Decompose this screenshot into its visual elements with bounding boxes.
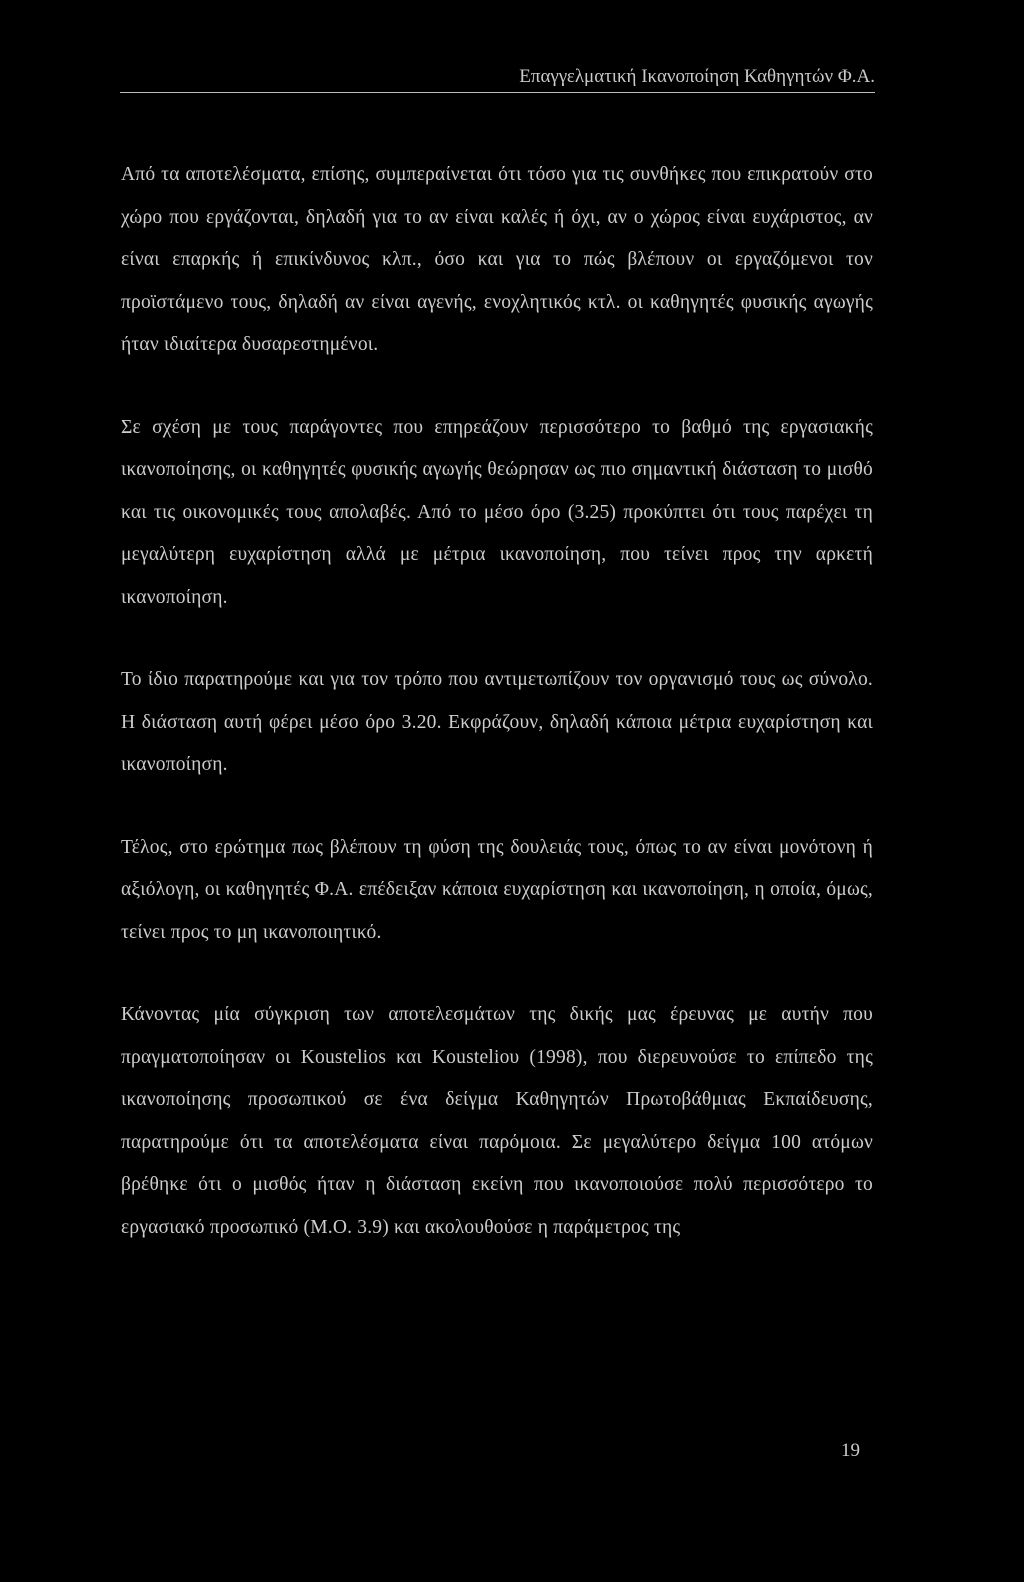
paragraph-gap: [121, 619, 873, 659]
paragraph-4: Τέλος, στο ερώτημα πως βλέπουν τη φύση της δουλειάς τους, όπως το αν είναι μονότονη ή αξιόλογη, οι καθηγητές Φ.Α. επέδειξαν κάποια ευχαρίστηση και ικανοποίηση, η οποία, όμως, τείνει προς το μη ικανοποιητικό.: [121, 836, 873, 943]
paragraph-gap: [121, 787, 873, 827]
paragraph-5: Κάνοντας μία σύγκριση των αποτελεσμάτων της δικής μας έρευνας με αυτήν που πραγματοποίησαν οι Koustelios και Koustelioυ (1998), που διερευνούσε το επίπεδο της ικανοποίησης προσωπικού σε ένα δείγμα Καθηγητών Πρωτοβάθμιας Εκπαίδευσης, παρατηρούμε ότι τα αποτελέσματα είναι παρόμοια. Σε μεγαλύτερο δείγμα 100 ατόμων βρέθηκε ότι ο μισθός ήταν η διάσταση εκείνη που ικανοποιούσε πολύ περισσότερο το εργασιακό προσωπικό (Μ.Ο. 3.9) και ακολουθούσε η παράμετρος της: [121, 1004, 873, 1238]
page-number: 19: [841, 1440, 860, 1461]
paragraph-3: Το ίδιο παρατηρούμε και για τον τρόπο που αντιμετωπίζουν τον οργανισμό τους ως σύνολο. Η διάσταση αυτή φέρει μέσο όρο 3.20. Εκφράζουν, δηλαδή κάποια μέτρια ευχαρίστηση και ικανοποίηση.: [121, 669, 873, 775]
paragraph-1: Από τα αποτελέσματα, επίσης, συμπεραίνεται ότι τόσο για τις συνθήκες που επικρατούν στο χώρο που εργάζονται, δηλαδή για το αν είναι καλές ή όχι, αν ο χώρος είναι ευχάριστος, αν είναι επαρκής ή επικίνδυνος κλπ., όσο και για το πώς βλέπουν οι εργαζόμενοι τον προϊστάμενο τους, δηλαδή αν είναι αγενής, ενοχλητικός κτλ. οι καθηγητές φυσικής αγωγής ήταν ιδιαίτερα δυσαρεστημένοι.: [121, 164, 873, 355]
header-rule: [120, 92, 875, 93]
body-text: [121, 154, 873, 1249]
paragraph-gap: [121, 367, 873, 407]
paragraph-gap: [121, 954, 873, 994]
running-header: Επαγγελματική Ικανοποίηση Καθηγητών Φ.Α.: [519, 66, 875, 87]
paragraph-2: Σε σχέση με τους παράγοντες που επηρεάζουν περισσότερο το βαθμό της εργασιακής ικανοποίησης, οι καθηγητές φυσικής αγωγής θεώρησαν ως πιο σημαντική διάσταση το μισθό και τις οικονομικές τους απολαβές. Από το μέσο όρο (3.25) προκύπτει ότι τους παρέχει τη μεγαλύτερη ευχαρίστηση αλλά με μέτρια ικανοποίηση, που τείνει προς την αρκετή ικανοποίηση.: [121, 416, 873, 608]
